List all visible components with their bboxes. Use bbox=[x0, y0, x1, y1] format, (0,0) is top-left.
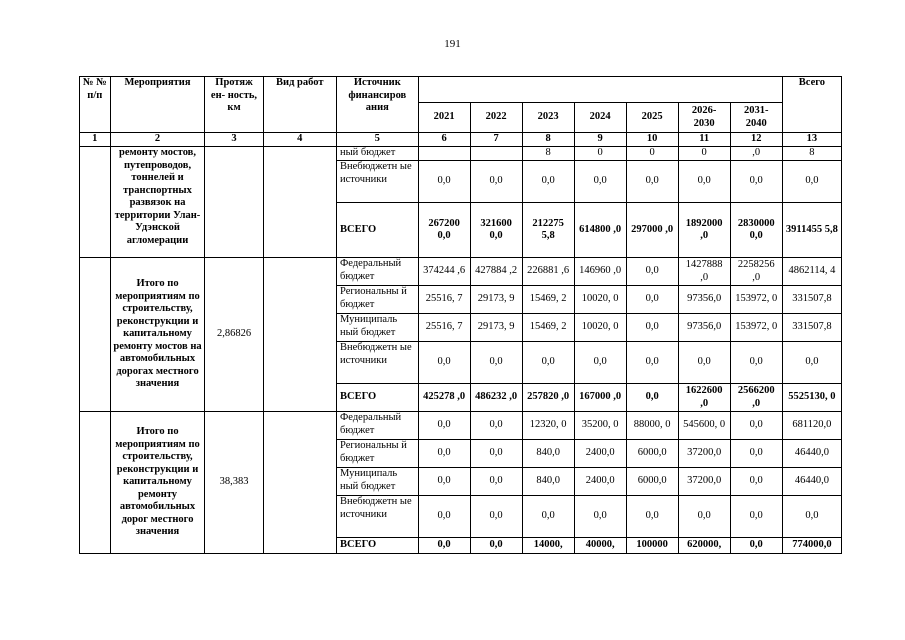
value-cell: 0,0 bbox=[470, 161, 522, 203]
value-cell: 3911455 5,8 bbox=[782, 203, 841, 258]
funding-source: Региональны й бюджет bbox=[337, 286, 419, 314]
value-cell: 331507,8 bbox=[782, 314, 841, 342]
value-cell: 100000 bbox=[626, 538, 678, 554]
value-cell: 153972, 0 bbox=[730, 286, 782, 314]
value-cell: 2258256 ,0 bbox=[730, 258, 782, 286]
value-cell: 1427888 ,0 bbox=[678, 258, 730, 286]
value-cell: 10020, 0 bbox=[574, 286, 626, 314]
header-cell: № № п/п bbox=[80, 77, 111, 133]
value-cell: 5525130, 0 bbox=[782, 384, 841, 412]
value-cell: 0,0 bbox=[730, 538, 782, 554]
length-cell bbox=[205, 147, 263, 258]
value-cell: 25516, 7 bbox=[418, 286, 470, 314]
table-row bbox=[80, 147, 842, 161]
value-cell: 0,0 bbox=[626, 384, 678, 412]
value-cell: 0,0 bbox=[782, 496, 841, 538]
row-number-cell bbox=[80, 147, 111, 258]
value-cell: 427884 ,2 bbox=[470, 258, 522, 286]
value-cell: 0,0 bbox=[782, 342, 841, 384]
funding-source: Муниципаль ный бюджет bbox=[337, 468, 419, 496]
value-cell: 0,0 bbox=[782, 161, 841, 203]
value-cell: 37200,0 bbox=[678, 440, 730, 468]
value-cell: 0,0 bbox=[678, 161, 730, 203]
value-cell: 0,0 bbox=[626, 496, 678, 538]
funding-source: Внебюджетн ые источники bbox=[337, 496, 419, 538]
value-cell: 0,0 bbox=[626, 258, 678, 286]
column-number: 5 bbox=[337, 133, 419, 147]
value-cell: 0,0 bbox=[418, 538, 470, 554]
row-number-cell bbox=[80, 258, 111, 412]
value-cell: 8 bbox=[522, 147, 574, 161]
measure-name: Итого по мероприятиям по строительству, реконструкции и капитальному ремонту мостов на автомобильных дорогах местного значения bbox=[110, 258, 205, 412]
funding-source: Внебюджетн ые источники bbox=[337, 342, 419, 384]
column-number: 3 bbox=[205, 133, 263, 147]
value-cell: 46440,0 bbox=[782, 440, 841, 468]
value-cell: 97356,0 bbox=[678, 286, 730, 314]
column-number: 13 bbox=[782, 133, 841, 147]
value-cell: 25516, 7 bbox=[418, 314, 470, 342]
value-cell: 0 bbox=[574, 147, 626, 161]
value-cell: 0,0 bbox=[574, 161, 626, 203]
value-cell: 12320, 0 bbox=[522, 412, 574, 440]
value-cell: 2400,0 bbox=[574, 468, 626, 496]
value-cell: 35200, 0 bbox=[574, 412, 626, 440]
header-cell: Источник финансиров ания bbox=[337, 77, 419, 133]
funding-source: ный бюджет bbox=[337, 147, 419, 161]
length-cell: 2,86826 bbox=[205, 258, 263, 412]
work-type-cell bbox=[263, 258, 336, 412]
value-cell: 2400,0 bbox=[574, 440, 626, 468]
value-cell: ,0 bbox=[730, 147, 782, 161]
value-cell: 10020, 0 bbox=[574, 314, 626, 342]
column-number: 10 bbox=[626, 133, 678, 147]
value-cell: 2566200 ,0 bbox=[730, 384, 782, 412]
header-cell: Всего bbox=[782, 77, 841, 133]
value-cell: 0,0 bbox=[574, 496, 626, 538]
value-cell: 0,0 bbox=[730, 161, 782, 203]
funding-source: Федеральный бюджет bbox=[337, 258, 419, 286]
header-cell: Вид работ bbox=[263, 77, 336, 133]
value-cell: 331507,8 bbox=[782, 286, 841, 314]
value-cell: 0,0 bbox=[574, 342, 626, 384]
value-cell: 1622600 ,0 bbox=[678, 384, 730, 412]
value-cell: 15469, 2 bbox=[522, 314, 574, 342]
value-cell: 425278 ,0 bbox=[418, 384, 470, 412]
column-number: 9 bbox=[574, 133, 626, 147]
header-cell: 2026- 2030 bbox=[678, 103, 730, 133]
value-cell: 2830000 0,0 bbox=[730, 203, 782, 258]
value-cell: 681120,0 bbox=[782, 412, 841, 440]
value-cell bbox=[470, 147, 522, 161]
value-cell: 0,0 bbox=[730, 412, 782, 440]
column-number: 1 bbox=[80, 133, 111, 147]
value-cell: 6000,0 bbox=[626, 468, 678, 496]
value-cell: 37200,0 bbox=[678, 468, 730, 496]
value-cell: 0,0 bbox=[470, 440, 522, 468]
value-cell: 14000, bbox=[522, 538, 574, 554]
header-cell: 2024 bbox=[574, 103, 626, 133]
value-cell: 0,0 bbox=[470, 468, 522, 496]
funding-source: ВСЕГО bbox=[337, 203, 419, 258]
value-cell: 0,0 bbox=[730, 496, 782, 538]
column-number: 11 bbox=[678, 133, 730, 147]
header-cell: 2023 bbox=[522, 103, 574, 133]
header-cell-years-span bbox=[418, 77, 782, 103]
value-cell: 1892000 ,0 bbox=[678, 203, 730, 258]
value-cell: 0 bbox=[678, 147, 730, 161]
value-cell: 4862114, 4 bbox=[782, 258, 841, 286]
value-cell: 620000, bbox=[678, 538, 730, 554]
header-cell: Мероприятия bbox=[110, 77, 205, 133]
value-cell: 29173, 9 bbox=[470, 286, 522, 314]
value-cell: 0,0 bbox=[522, 496, 574, 538]
column-number: 6 bbox=[418, 133, 470, 147]
value-cell: 46440,0 bbox=[782, 468, 841, 496]
value-cell: 297000 ,0 bbox=[626, 203, 678, 258]
header-cell: 2022 bbox=[470, 103, 522, 133]
value-cell: 545600, 0 bbox=[678, 412, 730, 440]
column-number: 12 bbox=[730, 133, 782, 147]
header-cell: 2025 bbox=[626, 103, 678, 133]
value-cell: 0,0 bbox=[730, 440, 782, 468]
value-cell: 0,0 bbox=[418, 440, 470, 468]
value-cell: 0,0 bbox=[626, 342, 678, 384]
value-cell: 0,0 bbox=[626, 314, 678, 342]
column-number: 8 bbox=[522, 133, 574, 147]
value-cell: 0,0 bbox=[418, 161, 470, 203]
value-cell: 0,0 bbox=[470, 412, 522, 440]
funding-source: Внебюджетн ые источники bbox=[337, 161, 419, 203]
value-cell: 88000, 0 bbox=[626, 412, 678, 440]
value-cell: 6000,0 bbox=[626, 440, 678, 468]
value-cell: 840,0 bbox=[522, 440, 574, 468]
column-number: 4 bbox=[263, 133, 336, 147]
value-cell: 374244 ,6 bbox=[418, 258, 470, 286]
value-cell: 0,0 bbox=[678, 496, 730, 538]
work-type-cell bbox=[263, 412, 336, 554]
value-cell: 8 bbox=[782, 147, 841, 161]
header-row bbox=[80, 77, 842, 103]
page-number: 191 bbox=[444, 38, 461, 50]
value-cell: 0,0 bbox=[470, 538, 522, 554]
table-row bbox=[80, 258, 842, 286]
measure-name: Итого по мероприятиям по строительству, реконструкции и капитальному ремонту автомобильных дорог местного значения bbox=[110, 412, 205, 554]
value-cell: 146960 ,0 bbox=[574, 258, 626, 286]
row-number-cell bbox=[80, 412, 111, 554]
value-cell: 0,0 bbox=[470, 342, 522, 384]
funding-source: Региональны й бюджет bbox=[337, 440, 419, 468]
value-cell: 29173, 9 bbox=[470, 314, 522, 342]
value-cell: 0,0 bbox=[626, 161, 678, 203]
value-cell: 0,0 bbox=[678, 342, 730, 384]
value-cell: 0,0 bbox=[522, 161, 574, 203]
value-cell: 0 bbox=[626, 147, 678, 161]
header-cell: 2021 bbox=[418, 103, 470, 133]
value-cell: 0,0 bbox=[418, 468, 470, 496]
funding-source: Федеральный бюджет bbox=[337, 412, 419, 440]
column-number-row bbox=[80, 133, 842, 147]
length-cell: 38,383 bbox=[205, 412, 263, 554]
value-cell: 321600 0,0 bbox=[470, 203, 522, 258]
column-number: 2 bbox=[110, 133, 205, 147]
value-cell: 0,0 bbox=[418, 496, 470, 538]
value-cell: 840,0 bbox=[522, 468, 574, 496]
column-number: 7 bbox=[470, 133, 522, 147]
header-cell: Протяж ен- ность, км bbox=[205, 77, 263, 133]
value-cell: 614800 ,0 bbox=[574, 203, 626, 258]
financing-table bbox=[79, 76, 842, 554]
value-cell: 774000,0 bbox=[782, 538, 841, 554]
value-cell: 97356,0 bbox=[678, 314, 730, 342]
value-cell: 0,0 bbox=[626, 286, 678, 314]
measure-name: ремонту мостов, путепроводов, тоннелей и транспортных развязок на территории Улан- Удэнской агломерации bbox=[110, 147, 205, 258]
funding-source: Муниципаль ный бюджет bbox=[337, 314, 419, 342]
value-cell: 0,0 bbox=[418, 412, 470, 440]
value-cell: 0,0 bbox=[730, 342, 782, 384]
value-cell: 226881 ,6 bbox=[522, 258, 574, 286]
value-cell: 0,0 bbox=[470, 496, 522, 538]
funding-source: ВСЕГО bbox=[337, 538, 419, 554]
value-cell: 267200 0,0 bbox=[418, 203, 470, 258]
value-cell: 40000, bbox=[574, 538, 626, 554]
funding-source: ВСЕГО bbox=[337, 384, 419, 412]
value-cell: 0,0 bbox=[418, 342, 470, 384]
value-cell: 212275 5,8 bbox=[522, 203, 574, 258]
table-row bbox=[80, 412, 842, 440]
value-cell: 0,0 bbox=[522, 342, 574, 384]
value-cell: 0,0 bbox=[730, 468, 782, 496]
value-cell: 15469, 2 bbox=[522, 286, 574, 314]
value-cell: 486232 ,0 bbox=[470, 384, 522, 412]
work-type-cell bbox=[263, 147, 336, 258]
value-cell: 167000 ,0 bbox=[574, 384, 626, 412]
value-cell: 153972, 0 bbox=[730, 314, 782, 342]
header-cell: 2031- 2040 bbox=[730, 103, 782, 133]
value-cell bbox=[418, 147, 470, 161]
value-cell: 257820 ,0 bbox=[522, 384, 574, 412]
